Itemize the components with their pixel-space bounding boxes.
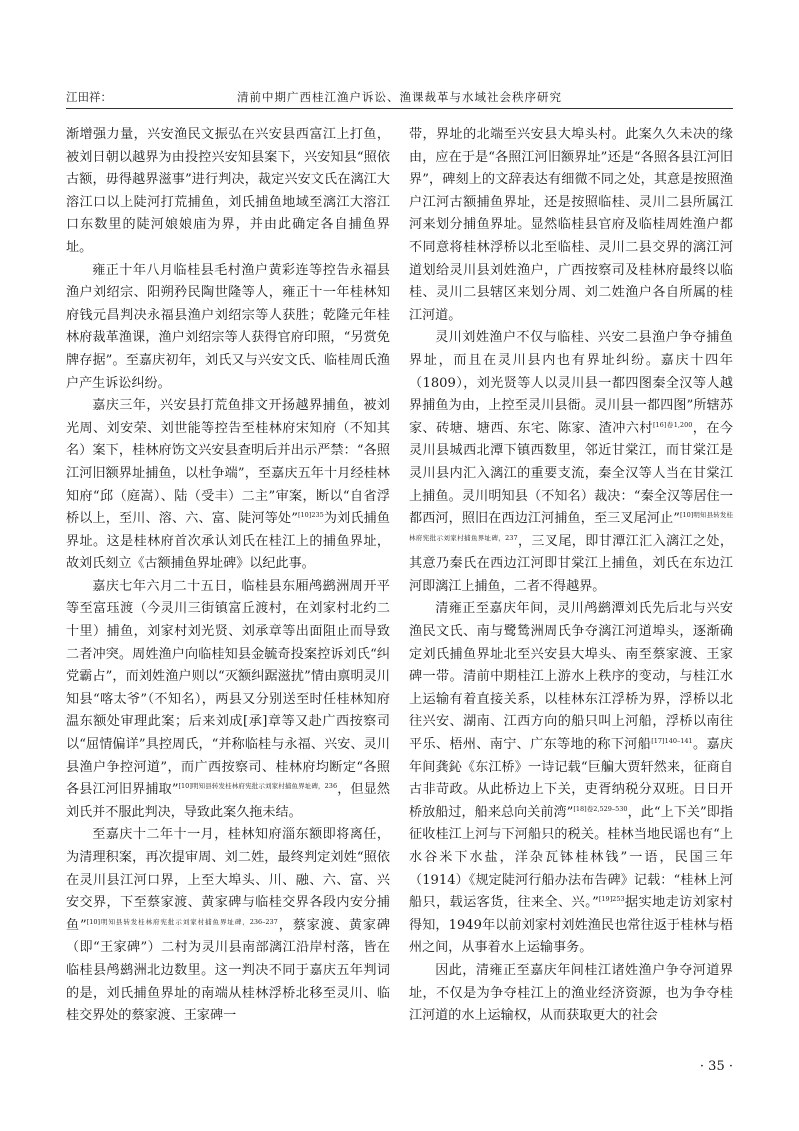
- left-column: [66, 124, 390, 1028]
- page-number: · 35 ·: [699, 1059, 733, 1074]
- citation-marker: [17]140–141: [651, 737, 693, 746]
- header-author: 江田祥：: [66, 90, 112, 104]
- citation-marker: [10]明知县转发桂林府宪批示刘家村捕鱼界址碑，236–237: [86, 917, 278, 926]
- paragraph: 因此，清雍正至嘉庆年间桂江诸姓渔户争夺河道界址，不仅是为争夺桂江上的渔业经济资源，也为争夺桂江河道的水上运输权，从而获取更大的社会: [409, 962, 733, 1024]
- paragraph: 清雍正至嘉庆年间，灵川鸬鹚潭刘氏先后北与兴安渔民文氏、南与鹭鸶洲周氏争夺漓江河道埠头，逐渐确定刘氏捕鱼界址北至兴安县大埠头、南至蔡家渡、王家碑一带。清前中期桂江上游水上秩序的变动，与桂江水上运输有着直接关系，以桂林东江浮桥为界，浮桥以北往兴安、湖南、江西方向的船只叫上河船，浮桥以南往平乐、梧州、南宁、广东等地的称下河船$^{[17]140-141}$。嘉庆年间龚鈊《东江桥》一诗记载“巨艑大贾轩然来，征商自古非苛政。从此桥边上下关，吏胥纳税分双班。日日开桥放船过，船来总向关前湾”$^{[18]卷2,529-530}$，此“上下关”即指征收桂江上河与下河船只的税关。桂林当地民谣也有“上水谷米下水盐，洋杂瓦钵桂林钱”一语，民国三年（1914）《规定陡河行船办法布告碑》记载：“桂林上河船只，载运客货，往来全、兴。”$^{[19]253}$据实地走访刘家村得知，1949年以前刘家村刘姓渔民也常往返于桂林与梧州之间，从事着水上运输事务。: [409, 601, 734, 956]
- paragraph: 嘉庆七年六月二十五日，临桂县东厢鸬鹚洲周开平等至富珏渡（今灵川三街镇富丘渡村，在刘家村北约二十里）捕鱼，刘家村刘光贤、刘承章等出面阻止而导致二者冲突。周姓渔户向临桂知县金毓奇投案控诉刘氏“纠党霸占”，而刘姓渔户则以“灭额纠踞滋扰”情由禀明灵川知县“喀太爷”（不知名），两县又分别送至时任桂林知府温东额处审理此案；后来刘成[承]章等又赴广西按察司以“屈情偏详”具控周氏，“并称临桂与永福、兴安、灵川县渔户争控河道”，而广西按察司、桂林府均断定“各照各县江河旧界捕取”$^{[10]明知县转发桂林府宪批示刘家村捕鱼界址碑,236}$，但显然刘氏并不服此判决，导致此案久拖未结。: [66, 578, 391, 820]
- citation-marker: [10]235: [297, 511, 324, 520]
- citation-marker: [18]卷2,529–530: [573, 804, 628, 813]
- right-column: [409, 124, 733, 1028]
- citation-marker: [19]253: [598, 895, 625, 904]
- paragraph: 嘉庆三年，兴安县打荒鱼排文开扬越界捕鱼，被刘光周、刘安荣、刘世能等控告至桂林府宋知府（不知其名）案下，桂林府饬文兴安县查明后并出示严禁：“各照江河旧额界址捕鱼，以杜争端”，至嘉庆五年十月经桂林知府“邱（庭嵩）、陆（受丰）二主”审案，断以“自省浮桥以上，至川、溶、六、富、陡河等处”$^{[10]235}$为刘氏捕鱼界址。这是桂林府首次承认刘氏在桂江上的捕鱼界址，故刘氏刻立《古额捕鱼界址碑》以纪此事。: [66, 398, 390, 572]
- running-header: [66, 86, 733, 109]
- paragraph: 灵川刘姓渔户不仅与临桂、兴安二县渔户争夺捕鱼界址，而且在灵川县内也有界址纠纷。嘉庆十四年（1809），刘光贤等人以灵川县一都四图秦全汉等人越界捕鱼为由，上控至灵川县衙。灵川县一都四图”所辖苏家、砖塘、塘西、东宅、陈家、渣冲六村$^{[16]卷1,200}$，在今灵川县城西北潭下镇西数里，邻近甘棠江，而甘棠江是灵川县内汇入漓江的重要支流，秦全汉等人当在甘棠江上捕鱼。灵川明知县（不知名）裁决：“秦全汉等居住一都西河，照旧在西边江河捕鱼，至三叉尾河止”$^{[10]明知县转发桂林府宪批示刘家村捕鱼界址碑,237}$，三叉尾，即甘潭江汇入漓江之处，其意乃秦氏在西边江河即甘棠江上捕鱼，刘氏在东边江河即漓江上捕鱼，二者不得越界。: [409, 330, 734, 594]
- paragraph: 雍正十年八月临桂县毛村渔户黄彩连等控告永福县渔户刘绍宗、阳朔矜民陶世隆等人，雍正十一年桂林知府钱元昌判决永福县渔户刘绍宗等人获胜；乾隆元年桂林府裁革渔课，渔户刘绍宗等人获得官府印照，“另赏免牌存据”。至嘉庆初年，刘氏又与兴安文氏、临桂周氏渔户产生诉讼纠纷。: [66, 262, 390, 391]
- paragraph: 渐增强力量，兴安渔民文振弘在兴安县西富江上打鱼，被刘日朝以越界为由投控兴安知县案下，兴安知县“照依古额，毋得越界滋事”进行判决，裁定兴安文氏在漓江大溶江口以上陡河打荒捕鱼，刘氏捕鱼地域至漓江大溶江口东数里的陡河娘娘庙为界，并由此确定各自捕鱼界址。: [66, 127, 390, 255]
- citation-marker: [10]明知县转发桂林府宪批示刘家村捕鱼界址碑，237: [409, 511, 733, 542]
- header-title: 清前中期广西桂江渔户诉讼、渔课裁革与水域社会秩序研究: [237, 90, 562, 104]
- citation-marker: [16]卷1,200: [652, 420, 693, 429]
- citation-marker: [10]明知县转发桂林府宪批示刘家村捕鱼界址碑，236: [178, 782, 338, 791]
- paragraph: 带，界址的北端至兴安县大埠头村。此案久久未决的缘由，应在于是“各照江河旧额界址”还是“各照各县江河旧界”，碑刻上的文辞表达有细微不同之处，其意是按照渔户江河古额捕鱼界址，还是按照临桂、灵川二县所属江河来划分捕鱼界址。显然临桂县官府及临桂周姓渔户都不同意将桂林浮桥以北至临桂、灵川二县交界的漓江河道划给灵川县刘姓渔户，广西按察司及桂林府最终以临桂、灵川二县辖区来划分周、刘二姓渔户各自所属的桂江河道。: [409, 127, 733, 323]
- paragraph: 至嘉庆十二年十一月，桂林知府淄东额即将离任，为清理积案，再次提审周、刘二姓，最终判定刘姓“照依在灵川县江河口界，上至大埠头、川、融、六、富、兴安交界，下至蔡家渡、黄家碑与临桂交界各段内安分捕鱼”$^{[10]明知县转发桂林府宪批示刘家村捕鱼界址碑,236-237}$，蔡家渡、黄家碑（即“王家碑”）二村为灵川县南部漓江沿岸村落，皆在临桂县鸬鹚洲北边数里。这一判决不同于嘉庆五年判词的是，刘氏捕鱼界址的南端从桂林浮桥北移至灵川、临桂交界处的蔡家渡、王家碑一: [66, 827, 391, 1024]
